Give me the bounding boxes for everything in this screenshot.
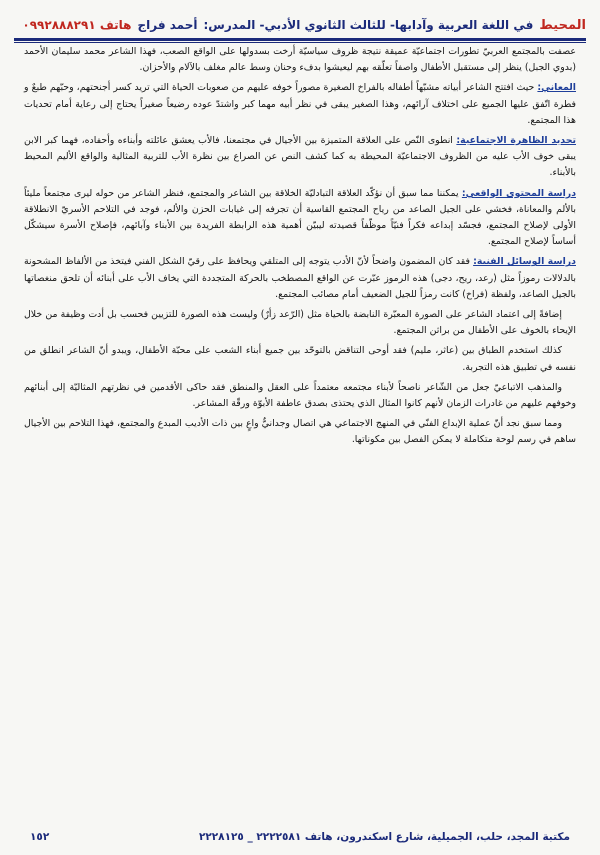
- page-header: [14, 12, 586, 38]
- header-divider-thin: [14, 42, 586, 43]
- header-divider: [14, 38, 586, 41]
- header-teacher: أحمد فراج: [137, 18, 198, 32]
- header-brand: المحيط: [539, 17, 586, 33]
- paragraph: [24, 416, 576, 448]
- paragraph-text: ومما سبق نجد أنّ عملية الإبداع الفنّي في المنهج الاجتماعي هي اتصال وجدانيٌّ واعٍ بين ذات الأديب المبدع والمجتمع، فهذا التلاحم بين الأجيال ساهم في رسم لوحة متكاملة لا يمكن الفصل بين مكوناتها.: [23, 418, 576, 446]
- paragraph: [24, 307, 576, 339]
- paragraph-text: حيث افتتح الشاعر أبياته مشبّهاً أطفاله بالفراخ الصغيرة مصوراً خوفه عليهم من صعوبات الحياة التي تريد كسر أجنحتهم، وحبّهم طبعٌ و فطرة اتّفق عليها الجميع على اختلاف آرائهم، وهذا الصغير يبقى في نظر أبيه مهما كبر واشتدّ عوده رضيعاً صغيراً يحتاج إلى رعاية أمام تحديات هذا المجتمع.: [24, 82, 576, 126]
- paragraph: [24, 380, 576, 412]
- paragraph-heading: تحديد الظاهرة الاجتماعية:: [456, 135, 576, 147]
- paragraph-text: انطوى النّص على العلاقة المتميزة بين الأجيال في مجتمعنا، فالأب يعشق عائلته وأبناءه وأحفاده، فهما كبر الابن يبقى خوف الأب عليه من الظروف الاجتماعيّة المحيطة به كما كشف النص عن الصراع بين نظرة الأب للتربية المثالية والواقع الأليم المحيط بالأبناء.: [24, 135, 576, 179]
- paragraph: [24, 80, 576, 129]
- paragraph-text: والمذهب الاتباعيّ جعل من الشّاعر ناصحاً لأبناء مجتمعه معتمداً على العقل والمنطق فقد حاكى الأقدمين في نظرتهم المثاليّة إلى أبنائهم وخوفهم عليهم من غادرات الزمان لأنهم كانوا المثال الذي يحتذى بصدق عاطفة الأبوّة ورقّة المشاعر.: [24, 381, 576, 410]
- paragraph-text: إضافةً إلى اعتماد الشاعر على الصورة المعبّرة النابضة بالحياة مثل (الرّعد زأرٌ) وليست هذه الصورة للتزيين فحسب بل أدت وظيفة من خلال الإيحاء بالخوف على الأطفال من براثن المجتمع.: [24, 309, 576, 337]
- paragraph: [24, 343, 576, 375]
- paragraph-text: عصفت بالمجتمع العربيّ تطورات اجتماعيّة عميقة نتيجة ظروف سياسيّة أرخت بسدولها على الواقع الصعب، فهذا الشاعر محمد سليمان الأحمد (بدوي الجبل) ينظر إلى مستقبل الأطفال واصفاً تعلّقه بهم ليعيشوا بدفء وحنان وسط عالم مغلف بالآلام والأحزان.: [24, 46, 576, 74]
- paragraph: [24, 44, 576, 76]
- paragraph-heading: دراسة الوسائل الفنية:: [473, 256, 576, 268]
- article-body: [24, 44, 576, 453]
- paragraph-text: كذلك استخدم الطباق بين (عاثر، مليم) فقد أوحى التناقض بالتوحّد بين جميع أبناء الشعب على محبّة الأطفال، ويبدو أنّ الشاعر انطلق من نفسه في تطبيق هذه التجربة.: [24, 345, 576, 373]
- paragraph-heading: المعاني:: [537, 82, 577, 94]
- page-number: ١٥٢: [30, 831, 50, 843]
- paragraph-text: يمكننا مما سبق أن نؤكّد العلاقة التبادليّة الخلاقة بين الشاعر والمجتمع، فنظر الشاعر من حوله ليرى مجتمعاً مليئاً بالألم والمعاناة، فخشي على الجيل الصاعد من رياح المجتمع القاسية أن تجرفه إلى غيابات الحزن والألم، فوجد في التلاحم الأسريّ الانطلاقة الأولى لإصلاح المجتمع، فجسّد إبداعه فكراً فنيّاً موظّفاً قصيدته ليبيّن أهمية هذه الرابطة الفريدة بين الأبناء وآبائهم، فإصلاح الأسرة سيشكّل أساساً لإصلاح المجتمع.: [24, 187, 576, 248]
- paragraph-text: فقد كان المضمون واضحاً لأنّ الأدب يتوجه إلى المتلقي ويحافظ على رقيّ الشكل الفني فيتخذ من الألفاظ المشحونة بالدلالات رموزاً مثل (رعد، ريح، دجى) هذه الرموز عبّرت عن الواقع المصطخب بالحركة المتجددة التي يخاف الأب على أبنائه أن تلحق منغصاتها بالجيل الصاعد، ولفظة (فراخ) كانت رمزاً للجيل الضعيف أمام مصائب المجتمع.: [24, 256, 576, 300]
- header-phone: هاتف ٠٩٩٢٨٨٨٢٩١: [22, 18, 132, 32]
- header-subject: في اللغة العربية وآدابها- للثالث الثانوي الأدبي- المدرس:: [203, 18, 534, 32]
- page-footer: [30, 826, 570, 848]
- paragraph: [24, 186, 576, 251]
- paragraph: [24, 254, 576, 303]
- paragraph: [24, 133, 576, 182]
- paragraph-heading: دراسة المحتوى الواقعي:: [461, 187, 576, 199]
- footer-publisher: مكتبة المجد، حلب، الجميلية، شارع اسكندرون، هاتف ٢٢٢٢٥٨١ _ ٢٢٢٨١٢٥: [198, 831, 570, 843]
